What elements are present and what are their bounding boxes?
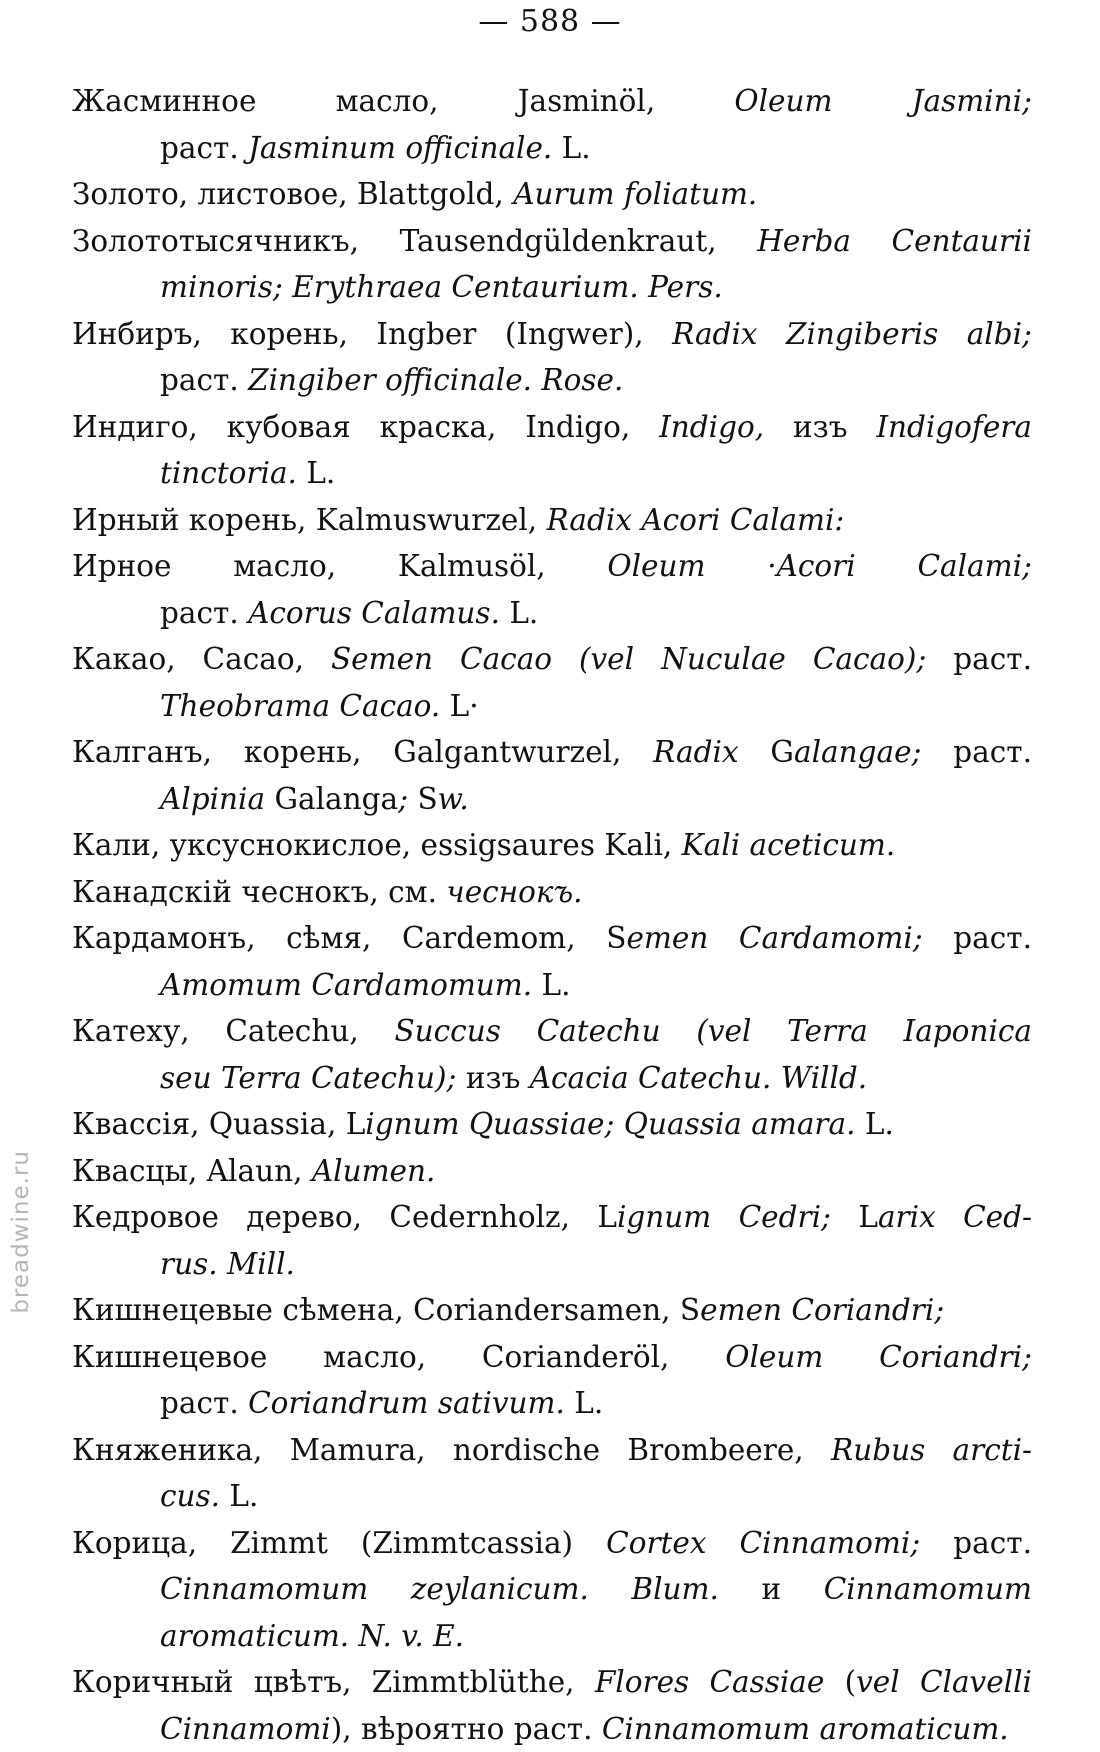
latin-term: vel Clavelli [856, 1665, 1032, 1699]
entry-text: G [739, 735, 794, 769]
entry-continuation [72, 962, 1032, 1009]
dictionary-entry [72, 636, 1032, 729]
entry-text: Индиго, кубовая краска, Indigo, [72, 410, 659, 444]
latin-term: Succus Catechu (vel Terra Iaponica [394, 1014, 1032, 1048]
entry-continuation [72, 1473, 1032, 1520]
entry-text: раст. [926, 642, 1032, 676]
entry-headline [72, 1334, 1032, 1381]
entry-text: Кишнецевое масло, Corianderöl, [72, 1340, 725, 1374]
latin-term: cus. [160, 1479, 220, 1513]
latin-term: Indigo, [659, 410, 764, 444]
dictionary-entry [72, 311, 1032, 404]
dictionary-entry [72, 1101, 1032, 1148]
entry-text: Ирный корень, Kalmuswurzel, [72, 503, 547, 537]
dictionary-entry [72, 1148, 1032, 1195]
dictionary-entry [72, 543, 1032, 636]
entry-text: Корица, Zimmt (Zimmtcassia) [72, 1526, 606, 1560]
latin-term: Kali aceticum. [682, 828, 896, 862]
entry-text: Кедровое дерево, Cedernholz, L [72, 1200, 617, 1234]
entry-continuation [72, 1380, 1032, 1427]
latin-term: Cinnamomi [160, 1712, 331, 1746]
dictionary-entry [72, 1334, 1032, 1427]
latin-term: Alpinia [160, 782, 265, 816]
entry-text: и [719, 1572, 824, 1606]
latin-term: Oleum Coriandri; [725, 1340, 1032, 1374]
latin-term: emen Coriandri; [700, 1293, 944, 1327]
entry-continuation [72, 1706, 1032, 1752]
latin-term: Radix Acori Calami: [547, 503, 845, 537]
latin-term: aromaticum. N. v. E. [160, 1619, 464, 1653]
latin-term: ; [398, 782, 408, 816]
entry-text: раст. [160, 596, 248, 630]
entry-text: раст. [921, 735, 1032, 769]
dictionary-entry [72, 1659, 1032, 1752]
entry-continuation [72, 450, 1032, 497]
page-number: — 588 — [0, 4, 1100, 39]
entry-text: Канадскій чеснокъ, см. [72, 875, 446, 909]
entry-text: Какао, Cacao, [72, 642, 331, 676]
entry-text: L. [855, 1107, 893, 1141]
entry-continuation [72, 1613, 1032, 1660]
latin-term: Radix [653, 735, 738, 769]
entry-headline [72, 218, 1032, 265]
dictionary-entry [72, 171, 1032, 218]
latin-term: Oleum Jasmini; [734, 84, 1032, 118]
entry-text: Ирное масло, Kalmusöl, [72, 549, 607, 583]
dictionary-entry [72, 1287, 1032, 1334]
latin-term: ignum Quassiae; Quassia amara. [365, 1107, 855, 1141]
entry-headline [72, 1659, 1032, 1706]
entry-continuation [72, 776, 1032, 823]
latin-term: Cinnamomum [824, 1572, 1032, 1606]
entry-headline [72, 171, 1032, 218]
latin-term: w. [438, 782, 469, 816]
latin-term: seu Terra Catechu); [160, 1061, 456, 1095]
entry-continuation [72, 264, 1032, 311]
latin-term: Alumen. [312, 1154, 436, 1188]
latin-term: Rubus arcti- [831, 1433, 1032, 1467]
entry-text: Калганъ, корень, Galgantwurzel, [72, 735, 653, 769]
dictionary-entry [72, 78, 1032, 171]
latin-term: minoris; Erythraea Centaurium. Pers. [160, 270, 723, 304]
entry-headline [72, 636, 1032, 683]
latin-term: Cinnamomum aromaticum. [602, 1712, 1009, 1746]
latin-term: Oleum ·Acori Calami; [607, 549, 1032, 583]
entry-text: раст. [160, 1386, 248, 1420]
latin-term: Theobrama Cacao. [160, 689, 440, 723]
entry-text: L. [500, 596, 538, 630]
dictionary-entry [72, 1520, 1032, 1660]
entry-continuation [72, 590, 1032, 637]
entry-headline [72, 1148, 1032, 1195]
entry-text: Кали, уксуснокислое, essigsaures Kali, [72, 828, 682, 862]
entry-text: L. [220, 1479, 258, 1513]
entry-text: раст. [923, 921, 1032, 955]
entry-headline [72, 729, 1032, 776]
latin-term: Zingiber officinale. Rose. [248, 363, 623, 397]
dictionary-entry [72, 915, 1032, 1008]
entry-headline [72, 1427, 1032, 1474]
dictionary-entry [72, 1427, 1032, 1520]
entry-text: Золото, листовое, Blattgold, [72, 177, 513, 211]
latin-term: ignum Cedri; [617, 1200, 831, 1234]
entry-text: раст. [160, 131, 248, 165]
entry-continuation [72, 357, 1032, 404]
entry-headline [72, 915, 1032, 962]
watermark: breadwine.ru [8, 1150, 34, 1314]
latin-term: tinctoria. [160, 456, 297, 490]
latin-term: чеснокъ. [446, 875, 582, 909]
entry-text: Жасминное масло, Jasminöl, [72, 84, 734, 118]
entry-continuation [72, 683, 1032, 730]
entry-text: ), вѣроятно раст. [331, 1712, 602, 1746]
entry-text: Квассія, Quassia, L [72, 1107, 365, 1141]
dictionary-entry [72, 1194, 1032, 1287]
entry-text: Коричный цвѣтъ, Zimmtblüthe, [72, 1665, 595, 1699]
entry-continuation [72, 1055, 1032, 1102]
latin-term: Cortex Cinnamomi; [606, 1526, 920, 1560]
entry-text: изъ [456, 1061, 529, 1095]
entry-text: Золототысячникъ, Tausendgüldenkraut, [72, 224, 757, 258]
latin-term: arix Ced- [878, 1200, 1032, 1234]
latin-term: Acorus Calamus. [248, 596, 500, 630]
entry-headline [72, 1194, 1032, 1241]
entry-text: L. [297, 456, 335, 490]
entry-text: L [831, 1200, 878, 1234]
latin-term: Herba Centaurii [757, 224, 1032, 258]
latin-term: rus. Mill. [160, 1247, 295, 1281]
dictionary-entry [72, 404, 1032, 497]
entry-text: раст. [160, 363, 248, 397]
dictionary-entry [72, 822, 1032, 869]
latin-term: Amomum Cardamomum. [160, 968, 532, 1002]
latin-term: Radix Zingiberis albi; [672, 317, 1032, 351]
latin-term: Aurum foliatum. [513, 177, 757, 211]
entry-text: Кишнецевые сѣмена, Coriandersamen, S [72, 1293, 700, 1327]
entry-headline [72, 1008, 1032, 1055]
latin-term: emen Cardamomi; [626, 921, 922, 955]
entry-text: Galanga [265, 782, 398, 816]
entry-headline [72, 1287, 1032, 1334]
dictionary-entry [72, 869, 1032, 916]
latin-term: Flores Cassiae [595, 1665, 825, 1699]
entry-text: Инбиръ, корень, Ingber (Ingwer), [72, 317, 672, 351]
dictionary-entry [72, 497, 1032, 544]
dictionary-entry [72, 729, 1032, 822]
entry-headline [72, 822, 1032, 869]
entry-text: раст. [920, 1526, 1032, 1560]
entry-text: S [408, 782, 438, 816]
entry-headline [72, 497, 1032, 544]
entry-text: L· [440, 689, 478, 723]
entry-headline [72, 78, 1032, 125]
dictionary-entry [72, 1008, 1032, 1101]
entry-text: L. [552, 131, 590, 165]
entry-text: Квасцы, Alaun, [72, 1154, 312, 1188]
entry-text: L. [565, 1386, 603, 1420]
entry-headline [72, 1520, 1032, 1567]
entry-headline [72, 404, 1032, 451]
latin-term: Semen Cacao (vel Nuculae Cacao); [331, 642, 926, 676]
entry-headline [72, 1101, 1032, 1148]
entry-text: ( [824, 1665, 856, 1699]
entry-continuation [72, 1566, 1032, 1613]
entry-continuation [72, 1241, 1032, 1288]
entry-text: L. [532, 968, 570, 1002]
entry-headline [72, 311, 1032, 358]
entry-text: Княженика, Mamura, nordische Brombeere, [72, 1433, 831, 1467]
latin-term: Cinnamomum zeylanicum. Blum. [160, 1572, 719, 1606]
entry-headline [72, 543, 1032, 590]
latin-term: Acacia Catechu. Willd. [530, 1061, 867, 1095]
entry-text: Катеху, Catechu, [72, 1014, 394, 1048]
latin-term: Coriandrum sativum. [248, 1386, 565, 1420]
dictionary-entry [72, 218, 1032, 311]
latin-term: alangae; [794, 735, 921, 769]
latin-term: Indigofera [876, 410, 1032, 444]
latin-term: Jasminum officinale. [248, 131, 552, 165]
entry-text: изъ [764, 410, 876, 444]
entry-headline [72, 869, 1032, 916]
entry-continuation [72, 125, 1032, 172]
entry-list [72, 78, 1032, 1752]
entry-text: Кардамонъ, сѣмя, Cardemom, S [72, 921, 626, 955]
